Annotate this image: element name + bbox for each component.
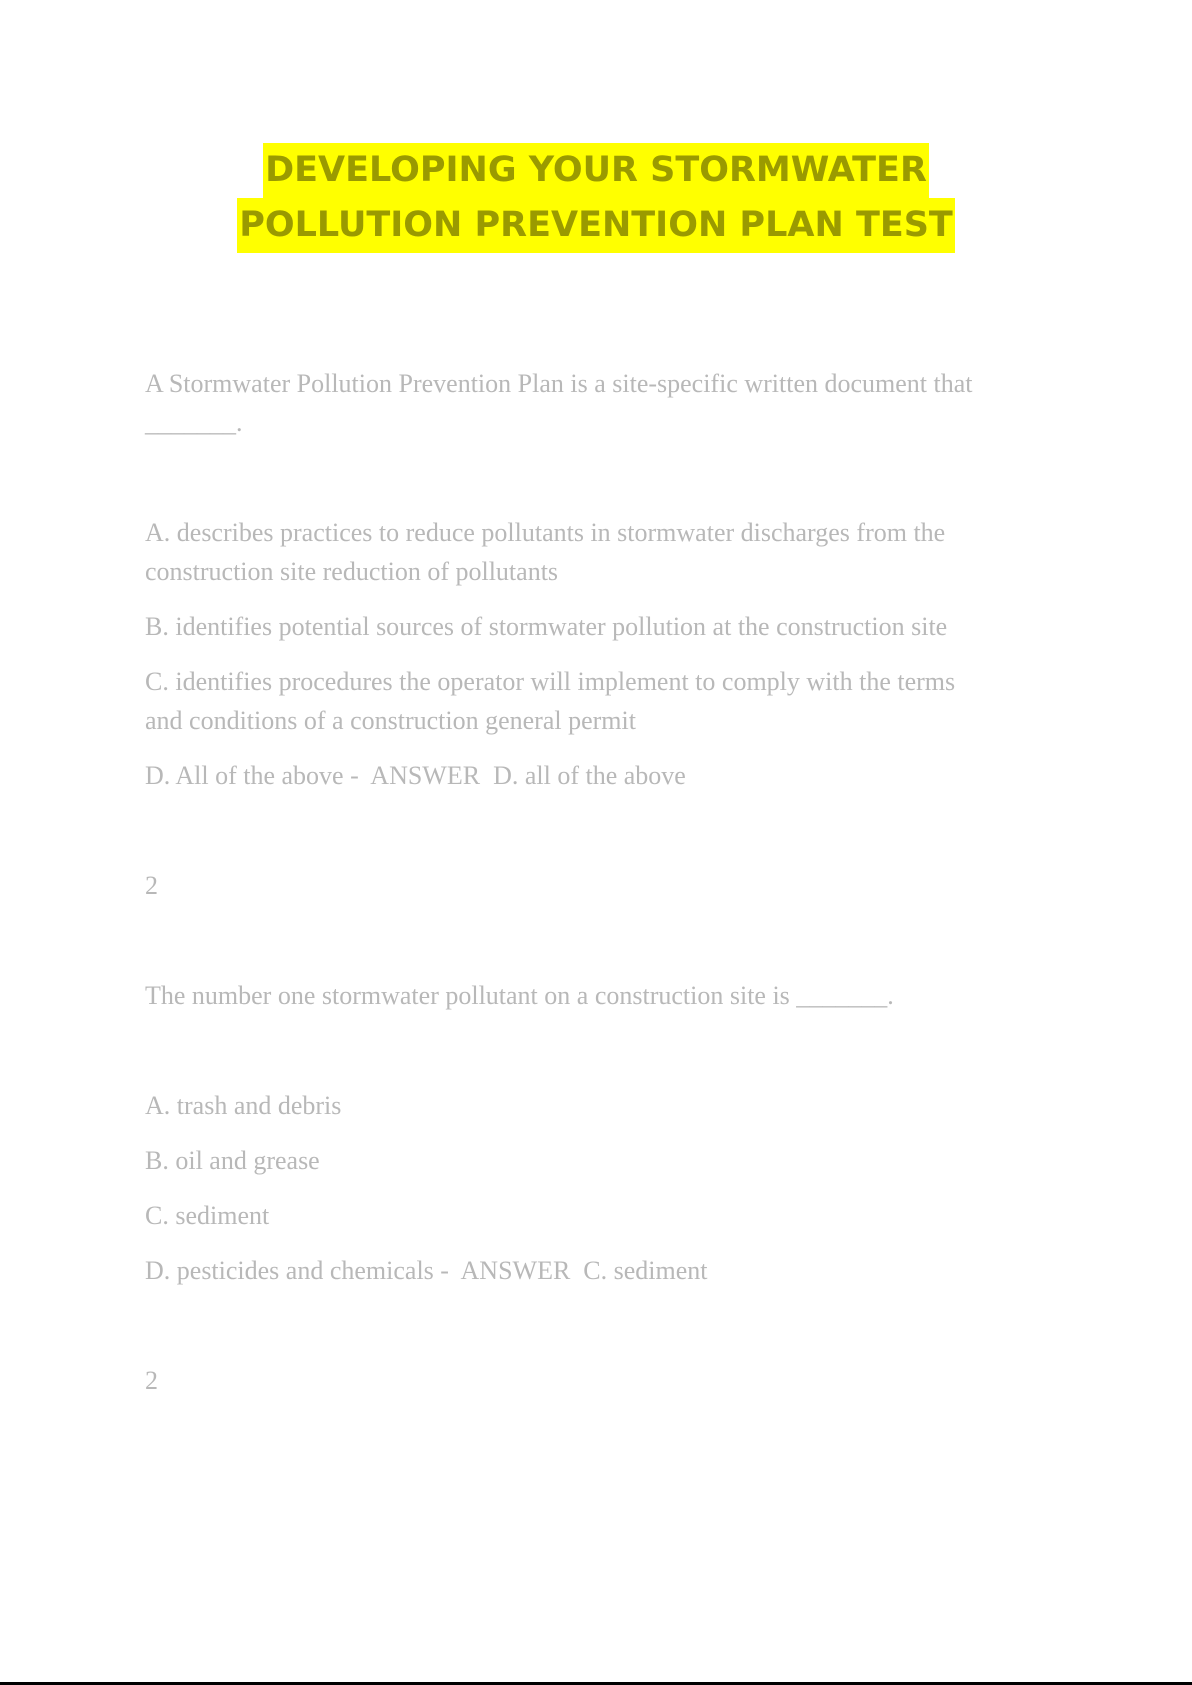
question-2-option-d-answer: D. pesticides and chemicals - ANSWER C. sediment [145,1256,708,1285]
question-1-prompt-line-2: _______. [145,408,243,437]
question-1-option-a-line-1: A. describes practices to reduce pollutants in stormwater discharges from the [145,518,946,547]
question-1-option-b: B. identifies potential sources of stormwater pollution at the construction site [145,612,948,641]
question-2-number: 2 [145,1366,158,1395]
question-2-option-c: C. sediment [145,1201,270,1230]
question-2-option-a: A. trash and debris [145,1091,342,1120]
title-line-2: POLLUTION PREVENTION PLAN TEST [237,198,955,253]
question-1-option-d-answer: D. All of the above - ANSWER D. all of the above [145,761,686,790]
question-1-option-a-line-2: construction site reduction of pollutants [145,557,559,586]
question-1-option-c-line-1: C. identifies procedures the operator will implement to comply with the terms [145,667,956,696]
question-1-option-c-line-2: and conditions of a construction general permit [145,706,636,735]
title-line-1: DEVELOPING YOUR STORMWATER [263,143,929,198]
question-1-number: 2 [145,871,158,900]
question-2-prompt: The number one stormwater pollutant on a construction site is _______. [145,981,894,1010]
question-1-prompt-line-1: A Stormwater Pollution Prevention Plan is a site-specific written document that [145,369,973,398]
document-title [0,143,1192,253]
question-2-option-b: B. oil and grease [145,1146,320,1175]
